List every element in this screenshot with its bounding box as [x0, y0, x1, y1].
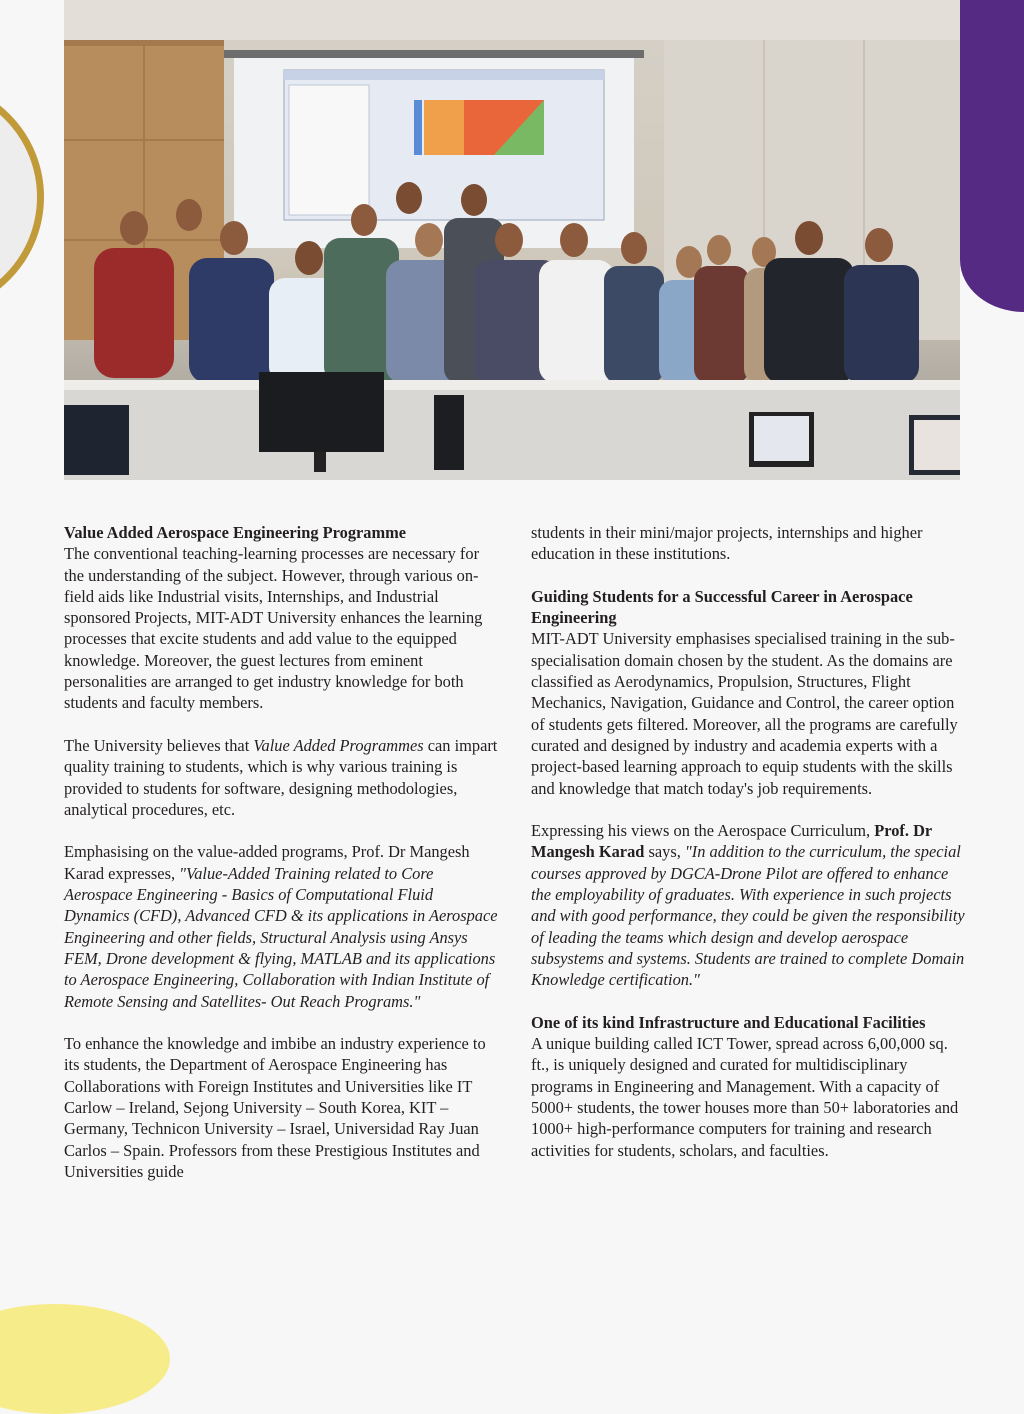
speaker-name: Prof. Dr Mangesh Karad	[531, 821, 932, 862]
section-heading: One of its kind Infrastructure and Educational Facilities	[531, 1012, 926, 1032]
section-heading: Guiding Students for a Successful Career in Aerospace Engineering	[531, 586, 913, 628]
section-heading: Value Added Aerospace Engineering Programme	[64, 523, 407, 542]
paragraph-text: To enhance the knowledge and imbibe an industry experience to its students, the Department of Aerospace Engineering has Collaborations with Foreign Institutes and Universities like IT Carlow – Ireland, Sejong University – South Korea, KIT – Germany, Technicon University – Israel, Universidad Ray Juan Carlos – Spain. Professors from these Prestigious Institutes and Universities guide	[64, 1034, 486, 1181]
left-column	[64, 522, 500, 1182]
section-guiding-students	[531, 586, 967, 799]
paragraph-text: says,	[644, 842, 685, 862]
paragraph-text: The University believes that	[64, 735, 254, 755]
group-photo	[64, 0, 960, 480]
italic-term: Value Added Programmes	[253, 735, 424, 755]
paragraph-collaborations	[64, 1033, 500, 1182]
right-column	[531, 522, 967, 1161]
paragraph-curriculum-quote	[531, 820, 967, 990]
quote-text: "Value-Added Training related to Core Aerospace Engineering - Basics of Computational Fluid Dynamics (CFD), Advanced CFD & its applications in Aerospace Engineering and other fields, Structural Analysis using Ansys FEM, Drone development & flying, MATLAB and its applications to Aerospace Engineering, Collaboration with Indian Institute of Remote Sensing and Satellites- Out Reach Programs."	[64, 863, 498, 1011]
section-body: The conventional teaching-learning processes are necessary for the understanding of the subject. However, through various on-field aids like Industrial visits, Internships, and Industrial sponsored Projects, MIT-ADT University enhances the learning processes that excite students and add value to the equipped knowledge. Moreover, the guest lectures from eminent personalities are arranged to get industry knowledge for both students and faculty members.	[64, 544, 483, 713]
paragraph-karad-quote	[64, 841, 500, 1011]
paragraph-text: students in their mini/major projects, internships and higher education in these institutions.	[531, 523, 923, 564]
paragraph-value-added-programmes	[64, 735, 500, 820]
paragraph-continuation	[531, 522, 967, 565]
paragraph-text: Expressing his views on the Aerospace Curriculum,	[531, 821, 875, 841]
section-value-added	[64, 522, 500, 714]
paragraph-text: can impart quality training to students, which is why various training is provided to students for software, designing methodologies, analytical procedures, etc.	[64, 735, 498, 819]
decorative-yellow-shape	[0, 1304, 170, 1414]
decorative-purple-shape	[960, 0, 1024, 312]
quote-text: "In addition to the curriculum, the special courses approved by DGCA-Drone Pilot are offered to enhance the employability of graduates. With experience in such projects and with good performance, they could be given the responsibility of leading the teams which design and develop aerospace subsystems and systems. Students are trained to complete Domain Knowledge certification."	[531, 842, 965, 990]
group-photo-illustration	[64, 0, 960, 480]
section-body: MIT-ADT University emphasises specialised training in the sub-specialisation domain chosen by the student. As the domains are classified as Aerodynamics, Propulsion, Structures, Flight Mechanics, Navigation, Guidance and Control, the career option of students gets filtered. Moreover, all the programs are carefully curated and designed by industry and academia experts with a project-based learning approach to equip students with the skills and knowledge that match today's job requirements.	[531, 629, 958, 798]
paragraph-text: Emphasising on the value-added programs, Prof. Dr Mangesh Karad expresses,	[64, 842, 470, 883]
section-body: A unique building called ICT Tower, spread across 6,00,000 sq. ft., is uniquely designed and curated for multidisciplinary programs in Engineering and Management. With a capacity of 5000+ students, the tower houses more than 50+ laboratories and 1000+ high-performance computers for training and research activities for students, scholars, and faculties.	[531, 1034, 959, 1160]
decorative-gold-ring	[0, 80, 44, 314]
section-infrastructure	[531, 1012, 967, 1161]
